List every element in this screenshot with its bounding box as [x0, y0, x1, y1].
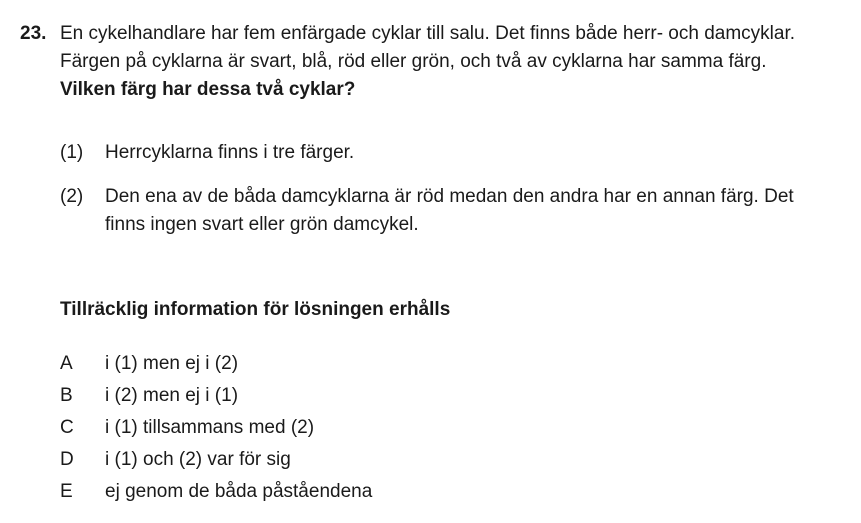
statement-2-line-1: Den ena av de båda damcyklarna är röd medan den andra har en annan färg. Det — [105, 186, 794, 207]
question-line-1: En cykelhandlare har fem enfärgade cyklar till salu. Det finns både herr- och damcyklar. — [60, 23, 796, 44]
question-prompt: Vilken färg har dessa två cyklar? — [60, 79, 356, 100]
option-letter: A — [60, 353, 73, 374]
statement-1-line-1: Herrcyklarna finns i tre färger. — [105, 142, 355, 163]
option-letter: D — [60, 449, 74, 470]
question-text — [60, 20, 860, 104]
option-letter: B — [60, 385, 73, 406]
question-number: 23. — [20, 23, 47, 44]
statement-2-line-2: finns ingen svart eller grön damcykel. — [105, 214, 419, 235]
option-text: ej genom de båda påståendena — [105, 481, 373, 502]
statement-1-text — [105, 139, 845, 167]
question-line-2: Färgen på cyklarna är svart, blå, röd eller grön, och två av cyklarna har samma färg. — [60, 51, 767, 72]
option-text: i (1) tillsammans med (2) — [105, 417, 315, 438]
option-letter: C — [60, 417, 74, 438]
statement-2-number: (2) — [60, 186, 84, 207]
statement-1-number: (1) — [60, 142, 84, 163]
option-letter: E — [60, 481, 73, 502]
option-text: i (1) och (2) var för sig — [105, 449, 291, 470]
sufficient-heading: Tillräcklig information för lösningen erhålls — [60, 299, 451, 320]
option-text: i (1) men ej i (2) — [105, 353, 239, 374]
statement-2-text — [105, 183, 845, 239]
option-text: i (2) men ej i (1) — [105, 385, 239, 406]
